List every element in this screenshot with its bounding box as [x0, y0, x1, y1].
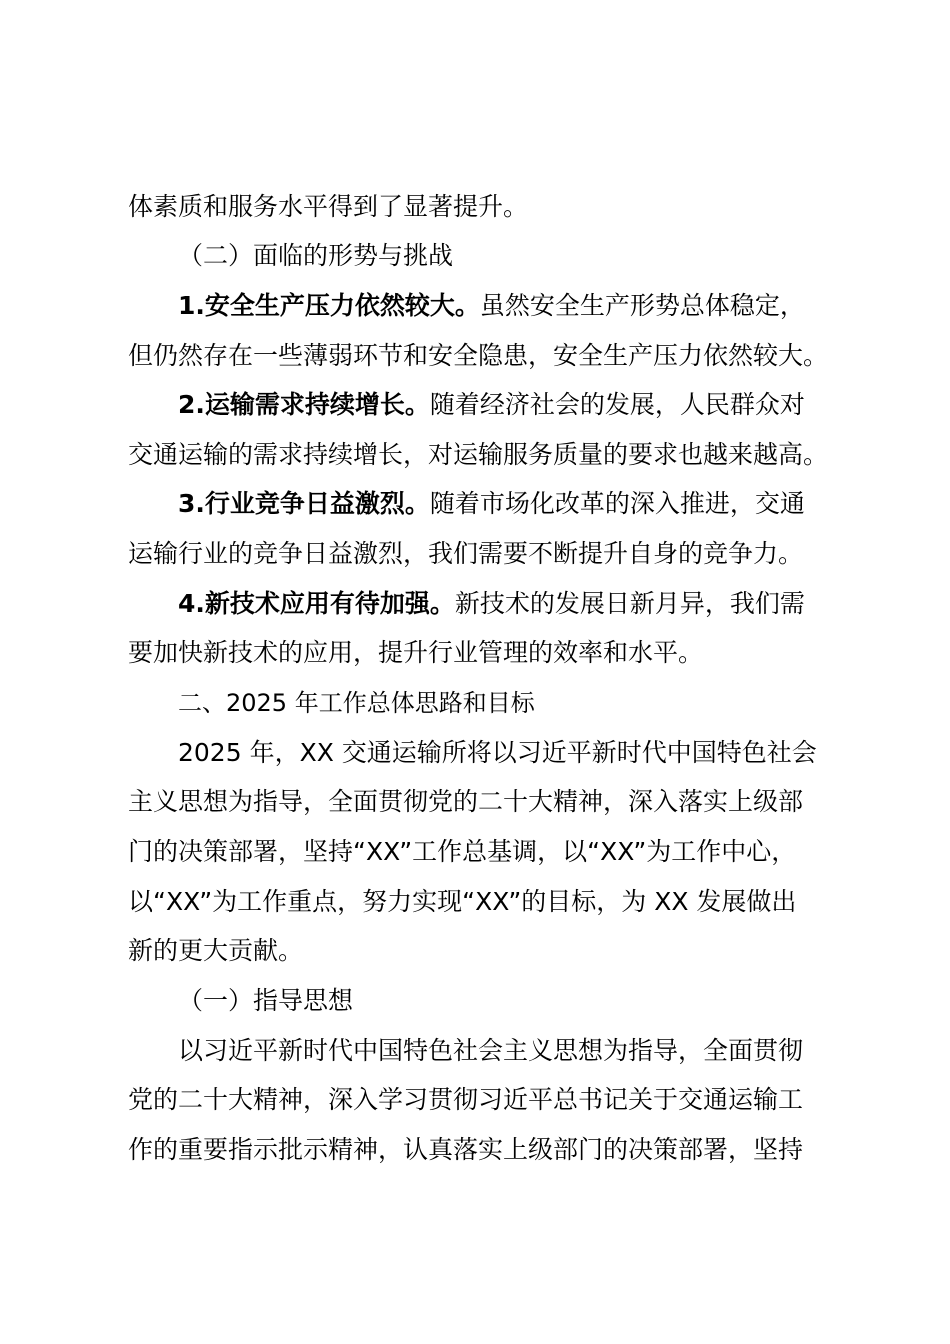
- paragraph-line: 体素质和服务水平得到了显著提升。: [128, 192, 529, 221]
- paragraph-line: 主义思想为指导，全面贯彻党的二十大精神，深入落实上级部: [128, 787, 804, 816]
- paragraph-line: 党的二十大精神，深入学习贯彻习近平总书记关于交通运输工: [128, 1085, 804, 1114]
- list-item-2-line2: 交通运输的需求持续增长，对运输服务质量的要求也越来越高。: [128, 440, 829, 469]
- list-item-text: 虽然安全生产形势总体稳定，: [479, 291, 805, 320]
- section-heading-guiding: （一）指导思想: [178, 986, 354, 1015]
- list-item-4-line1: [178, 587, 805, 621]
- list-item-title: 2.运输需求持续增长。: [178, 390, 430, 419]
- paragraph-line: 以习近平新时代中国特色社会主义思想为指导，全面贯彻: [178, 1036, 804, 1065]
- paragraph-line: 2025 年，XX 交通运输所将以习近平新时代中国特色社会: [178, 738, 817, 767]
- list-item-title: 3.行业竞争日益激烈。: [178, 489, 430, 518]
- paragraph-line: 作的重要指示批示精神，认真落实上级部门的决策部署，坚持: [128, 1135, 804, 1164]
- paragraph-line: 以“XX”为工作重点，努力实现“XX”的目标，为 XX 发展做出: [128, 887, 797, 916]
- list-item-3-line1: [178, 487, 805, 521]
- list-item-title: 4.新技术应用有待加强。: [178, 589, 455, 618]
- list-item-4-line2: 要加快新技术的应用，提升行业管理的效率和水平。: [128, 638, 704, 667]
- paragraph-line: 门的决策部署，坚持“XX”工作总基调，以“XX”为工作中心，: [128, 837, 797, 866]
- section-heading-challenges: （二）面临的形势与挑战: [178, 241, 454, 270]
- paragraph-line: 新的更大贡献。: [128, 936, 304, 965]
- list-item-3-line2: 运输行业的竞争日益激烈，我们需要不断提升自身的竞争力。: [128, 539, 804, 568]
- list-item-1-line1: [178, 289, 805, 323]
- list-item-2-line1: [178, 388, 805, 422]
- list-item-text: 新技术的发展日新月异，我们需: [454, 589, 805, 618]
- section-heading-2025: 二、2025 年工作总体思路和目标: [178, 689, 535, 717]
- list-item-text: 随着经济社会的发展，人民群众对: [429, 390, 805, 419]
- list-item-1-line2: 但仍然存在一些薄弱环节和安全隐患，安全生产压力依然较大。: [128, 341, 829, 370]
- list-item-title: 1.安全生产压力依然较大。: [178, 291, 480, 320]
- list-item-text: 随着市场化改革的深入推进，交通: [429, 489, 805, 518]
